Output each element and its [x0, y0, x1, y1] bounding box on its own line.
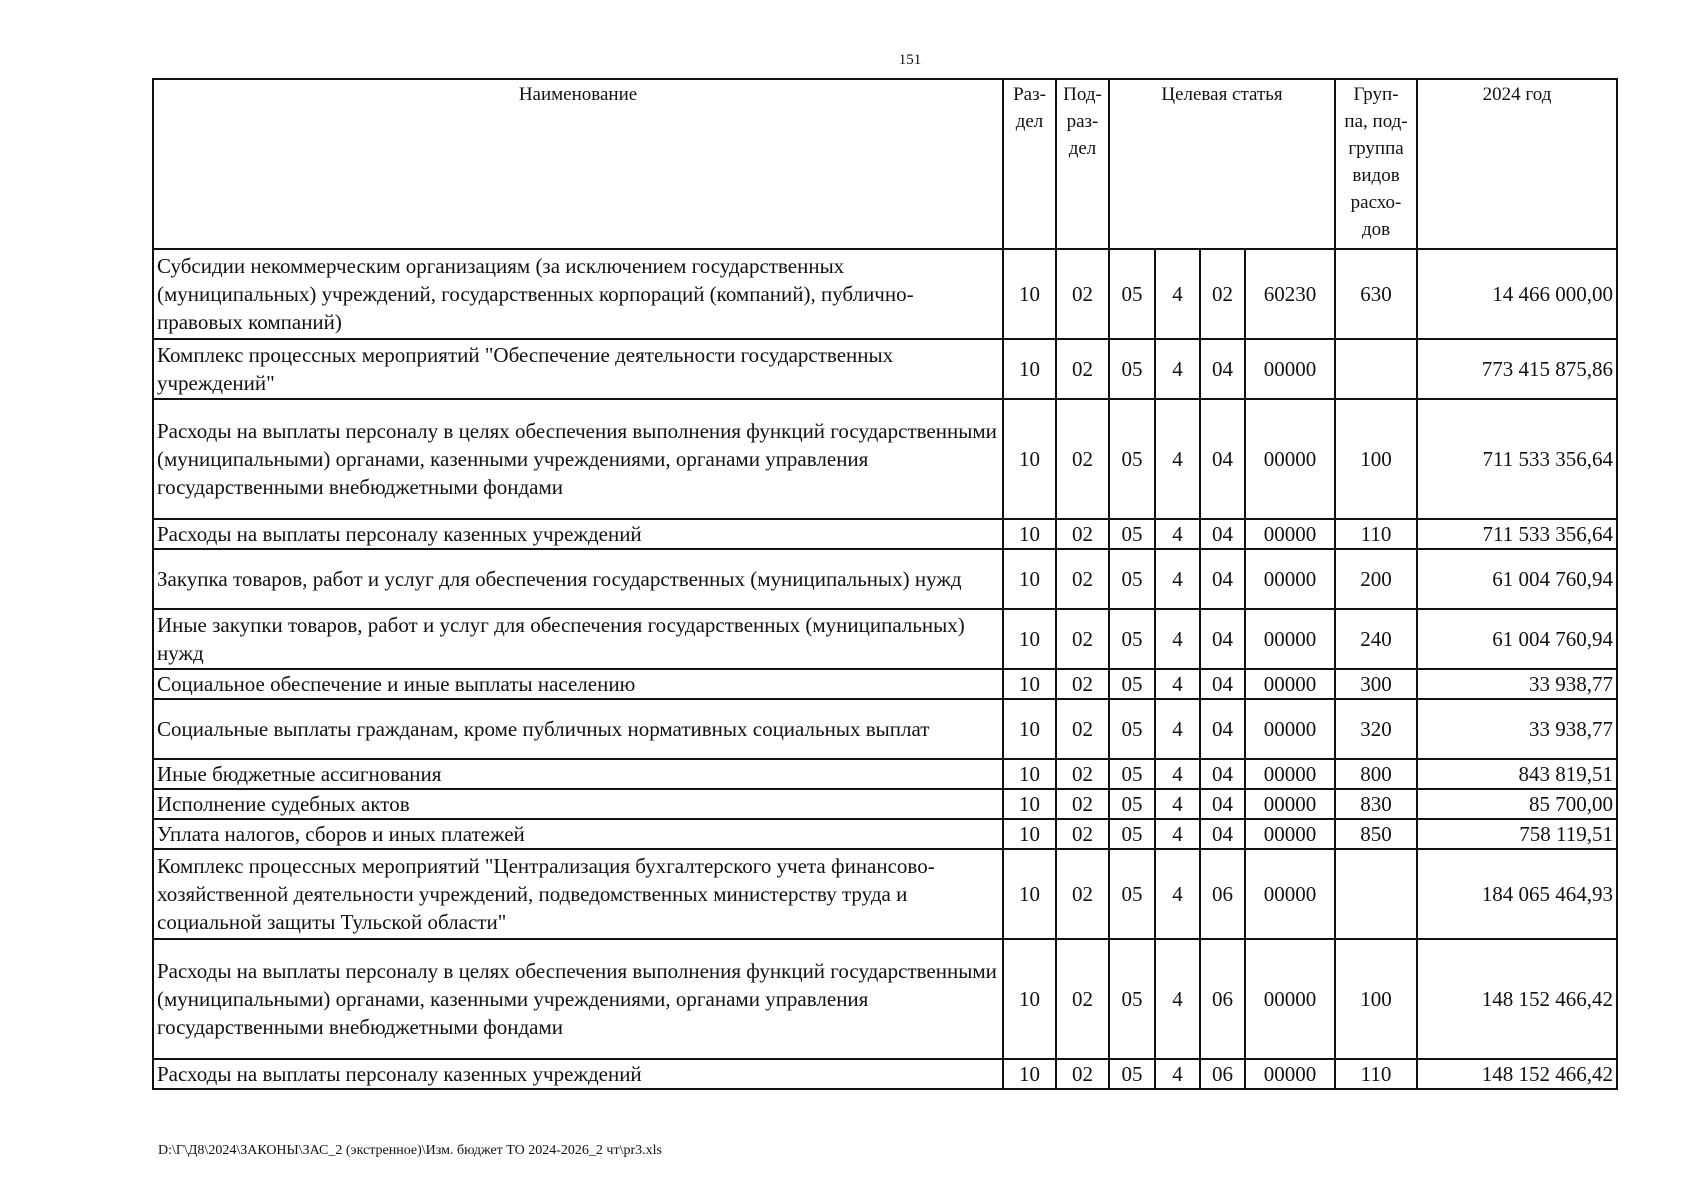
row-subsection: 02 — [1056, 819, 1109, 849]
row-target-complex: 04 — [1200, 519, 1245, 549]
row-amount: 61 004 760,94 — [1417, 609, 1617, 669]
row-expense-group: 110 — [1335, 519, 1417, 549]
row-expense-group — [1335, 849, 1417, 939]
row-subsection: 02 — [1056, 669, 1109, 699]
row-target-direction: 00000 — [1245, 399, 1335, 519]
row-section: 10 — [1003, 849, 1056, 939]
header-subsection: Под- раз- дел — [1056, 79, 1109, 249]
row-target-type: 4 — [1155, 819, 1200, 849]
row-target-direction: 00000 — [1245, 939, 1335, 1059]
row-name: Расходы на выплаты персоналу казенных учреждений — [153, 1059, 1003, 1089]
row-section: 10 — [1003, 669, 1056, 699]
row-target-direction: 00000 — [1245, 1059, 1335, 1089]
row-section: 10 — [1003, 549, 1056, 609]
row-target-complex: 04 — [1200, 399, 1245, 519]
row-name: Иные закупки товаров, работ и услуг для обеспечения государственных (муниципальных) нужд — [153, 609, 1003, 669]
row-target-complex: 04 — [1200, 819, 1245, 849]
row-amount: 184 065 464,93 — [1417, 849, 1617, 939]
row-amount: 14 466 000,00 — [1417, 249, 1617, 339]
row-target-complex: 04 — [1200, 609, 1245, 669]
row-section: 10 — [1003, 759, 1056, 789]
row-target-program: 05 — [1109, 339, 1155, 399]
row-subsection: 02 — [1056, 549, 1109, 609]
footer-file-path: D:\Г\Д8\2024\ЗАКОНЫ\ЗАС_2 (экстренное)\Изм. бюджет ТО 2024-2026_2 чт\pr3.xls — [158, 1143, 662, 1158]
row-target-program: 05 — [1109, 789, 1155, 819]
row-section: 10 — [1003, 1059, 1056, 1089]
row-amount: 33 938,77 — [1417, 699, 1617, 759]
row-name: Комплекс процессных мероприятий "Централизация бухгалтерского учета финансово-хозяйственной деятельности учреждений, подведомственных министерству труда и социальной защиты Тульской области" — [153, 849, 1003, 939]
row-name: Исполнение судебных актов — [153, 789, 1003, 819]
table-row — [153, 399, 1617, 519]
row-target-direction: 00000 — [1245, 759, 1335, 789]
row-target-type: 4 — [1155, 849, 1200, 939]
row-target-program: 05 — [1109, 519, 1155, 549]
row-amount: 85 700,00 — [1417, 789, 1617, 819]
row-amount: 843 819,51 — [1417, 759, 1617, 789]
row-subsection: 02 — [1056, 1059, 1109, 1089]
table-row — [153, 339, 1617, 399]
row-expense-group: 320 — [1335, 699, 1417, 759]
row-target-program: 05 — [1109, 249, 1155, 339]
row-target-type: 4 — [1155, 669, 1200, 699]
table-row — [153, 249, 1617, 339]
row-name: Социальные выплаты гражданам, кроме публичных нормативных социальных выплат — [153, 699, 1003, 759]
row-target-direction: 00000 — [1245, 669, 1335, 699]
row-subsection: 02 — [1056, 339, 1109, 399]
row-expense-group: 100 — [1335, 939, 1417, 1059]
row-section: 10 — [1003, 939, 1056, 1059]
row-target-direction: 60230 — [1245, 249, 1335, 339]
row-target-direction: 00000 — [1245, 789, 1335, 819]
row-subsection: 02 — [1056, 249, 1109, 339]
table-row — [153, 759, 1617, 789]
header-name: Наименование — [153, 79, 1003, 249]
row-amount: 758 119,51 — [1417, 819, 1617, 849]
row-name: Закупка товаров, работ и услуг для обеспечения государственных (муниципальных) нужд — [153, 549, 1003, 609]
row-name: Расходы на выплаты персоналу в целях обеспечения выполнения функций государственными (муниципальными) органами, казенными учреждениями, органами управления государственными внебюджетными фондами — [153, 399, 1003, 519]
row-target-program: 05 — [1109, 699, 1155, 759]
row-section: 10 — [1003, 519, 1056, 549]
row-amount: 148 152 466,42 — [1417, 939, 1617, 1059]
row-name: Уплата налогов, сборов и иных платежей — [153, 819, 1003, 849]
row-section: 10 — [1003, 399, 1056, 519]
row-target-complex: 02 — [1200, 249, 1245, 339]
row-section: 10 — [1003, 819, 1056, 849]
table-row — [153, 1059, 1617, 1089]
header-year: 2024 год — [1417, 79, 1617, 249]
row-subsection: 02 — [1056, 519, 1109, 549]
row-amount: 773 415 875,86 — [1417, 339, 1617, 399]
row-target-program: 05 — [1109, 609, 1155, 669]
row-amount: 33 938,77 — [1417, 669, 1617, 699]
row-name: Субсидии некоммерческим организациям (за исключением государственных (муниципальных) учреждений, государственных корпораций (компаний), публично-правовых компаний) — [153, 249, 1003, 339]
header-expense-group: Груп- па, под- группа видов расхо- дов — [1335, 79, 1417, 249]
row-amount: 711 533 356,64 — [1417, 399, 1617, 519]
table-row — [153, 849, 1617, 939]
row-target-type: 4 — [1155, 759, 1200, 789]
row-section: 10 — [1003, 609, 1056, 669]
row-subsection: 02 — [1056, 399, 1109, 519]
row-amount: 148 152 466,42 — [1417, 1059, 1617, 1089]
table-row — [153, 519, 1617, 549]
row-expense-group: 830 — [1335, 789, 1417, 819]
row-section: 10 — [1003, 339, 1056, 399]
table-row — [153, 939, 1617, 1059]
row-subsection: 02 — [1056, 609, 1109, 669]
row-name: Комплекс процессных мероприятий "Обеспечение деятельности государственных учреждений" — [153, 339, 1003, 399]
row-section: 10 — [1003, 789, 1056, 819]
row-target-complex: 04 — [1200, 789, 1245, 819]
row-target-program: 05 — [1109, 819, 1155, 849]
row-subsection: 02 — [1056, 939, 1109, 1059]
row-target-complex: 04 — [1200, 339, 1245, 399]
row-expense-group: 630 — [1335, 249, 1417, 339]
row-subsection: 02 — [1056, 789, 1109, 819]
row-section: 10 — [1003, 699, 1056, 759]
page-number: 151 — [898, 52, 922, 68]
row-target-type: 4 — [1155, 249, 1200, 339]
table-row — [153, 669, 1617, 699]
row-amount: 711 533 356,64 — [1417, 519, 1617, 549]
row-target-type: 4 — [1155, 699, 1200, 759]
table-row — [153, 699, 1617, 759]
row-target-program: 05 — [1109, 399, 1155, 519]
row-target-program: 05 — [1109, 669, 1155, 699]
row-target-complex: 04 — [1200, 669, 1245, 699]
row-target-program: 05 — [1109, 1059, 1155, 1089]
table-header-row — [153, 79, 1617, 249]
row-expense-group: 110 — [1335, 1059, 1417, 1089]
row-expense-group: 200 — [1335, 549, 1417, 609]
row-target-program: 05 — [1109, 849, 1155, 939]
header-section: Раз- дел — [1003, 79, 1056, 249]
row-name: Расходы на выплаты персоналу казенных учреждений — [153, 519, 1003, 549]
row-target-type: 4 — [1155, 339, 1200, 399]
table-row — [153, 819, 1617, 849]
row-expense-group: 100 — [1335, 399, 1417, 519]
row-subsection: 02 — [1056, 849, 1109, 939]
row-target-direction: 00000 — [1245, 699, 1335, 759]
row-target-program: 05 — [1109, 759, 1155, 789]
table-body — [153, 249, 1617, 1089]
row-subsection: 02 — [1056, 699, 1109, 759]
row-name: Расходы на выплаты персоналу в целях обеспечения выполнения функций государственными (муниципальными) органами, казенными учреждениями, органами управления государственными внебюджетными фондами — [153, 939, 1003, 1059]
row-target-type: 4 — [1155, 789, 1200, 819]
row-target-type: 4 — [1155, 519, 1200, 549]
row-amount: 61 004 760,94 — [1417, 549, 1617, 609]
row-section: 10 — [1003, 249, 1056, 339]
row-target-type: 4 — [1155, 609, 1200, 669]
table-row — [153, 789, 1617, 819]
row-target-program: 05 — [1109, 939, 1155, 1059]
row-target-direction: 00000 — [1245, 549, 1335, 609]
row-target-complex: 04 — [1200, 549, 1245, 609]
header-target-article: Целевая статья — [1109, 79, 1335, 249]
row-expense-group: 850 — [1335, 819, 1417, 849]
row-target-direction: 00000 — [1245, 819, 1335, 849]
row-subsection: 02 — [1056, 759, 1109, 789]
row-target-complex: 04 — [1200, 759, 1245, 789]
row-target-direction: 00000 — [1245, 519, 1335, 549]
row-target-program: 05 — [1109, 549, 1155, 609]
row-target-type: 4 — [1155, 1059, 1200, 1089]
row-expense-group: 300 — [1335, 669, 1417, 699]
row-target-type: 4 — [1155, 939, 1200, 1059]
row-target-complex: 06 — [1200, 1059, 1245, 1089]
row-target-type: 4 — [1155, 399, 1200, 519]
budget-table — [152, 78, 1618, 1090]
row-target-type: 4 — [1155, 549, 1200, 609]
row-expense-group: 240 — [1335, 609, 1417, 669]
row-target-direction: 00000 — [1245, 849, 1335, 939]
row-target-direction: 00000 — [1245, 609, 1335, 669]
row-name: Иные бюджетные ассигнования — [153, 759, 1003, 789]
row-expense-group: 800 — [1335, 759, 1417, 789]
table-row — [153, 549, 1617, 609]
row-target-complex: 04 — [1200, 699, 1245, 759]
row-target-complex: 06 — [1200, 849, 1245, 939]
row-expense-group — [1335, 339, 1417, 399]
row-target-direction: 00000 — [1245, 339, 1335, 399]
row-target-complex: 06 — [1200, 939, 1245, 1059]
row-name: Социальное обеспечение и иные выплаты населению — [153, 669, 1003, 699]
table-row — [153, 609, 1617, 669]
